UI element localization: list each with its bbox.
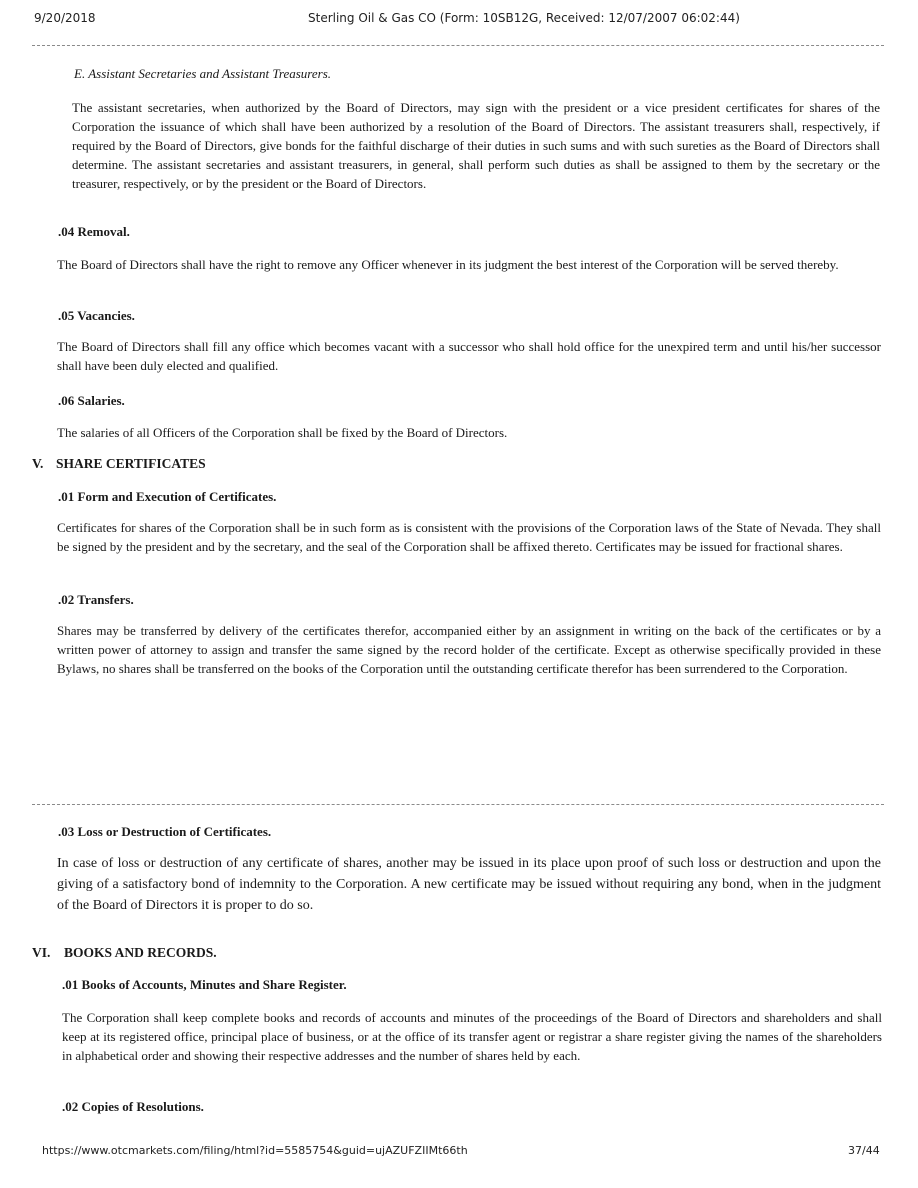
assistant-heading: E. Assistant Secretaries and Assistant Treasurers.: [74, 66, 332, 81]
source-url: https://www.otcmarkets.com/filing/html?id=5585754&guid=ujAZUFZIIMt66th: [42, 1144, 468, 1157]
loss-heading: .03 Loss or Destruction of Certificates.: [58, 824, 272, 839]
top-divider: [32, 45, 884, 46]
section-share-certificates: [32, 456, 206, 472]
section-title: SHARE CERTIFICATES: [56, 456, 206, 471]
section-number: VI.: [32, 945, 51, 960]
vacancies-paragraph: The Board of Directors shall fill any office which becomes vacant with a successor who shall hold office for the unexpired term and until his/her successor shall have been duly elected and qualified.: [57, 339, 881, 373]
section-number: V.: [32, 456, 44, 471]
page-number: 37/44: [848, 1144, 880, 1157]
books-paragraph: The Corporation shall keep complete books and records of accounts and minutes of the proceedings of the Board of Directors and shareholders and shall keep at its registered office, principal place of business, or at the office of its transfer agent or registrar a share register giving the names of the shareholders in alphabetical order and showing their respective addresses and the number of shares held by each.: [62, 1010, 882, 1063]
vacancies-heading: .05 Vacancies.: [58, 308, 135, 323]
assistant-paragraph: The assistant secretaries, when authorized by the Board of Directors, may sign with the president or a vice president certificates for shares of the Corporation the issuance of which shall have been authorized by a resolution of the Board of Directors. The assistant treasurers shall, respectively, if required by the Board of Directors, give bonds for the faithful discharge of their duties in such sums and with such sureties as the Board of Directors shall determine. The assistant secretaries and assistant treasurers, in general, shall perform such duties as shall be assigned to them by the secretary or the treasurer, respectively, or by the president or the Board of Directors.: [72, 100, 880, 191]
transfers-heading: .02 Transfers.: [58, 592, 134, 607]
loss-paragraph: In case of loss or destruction of any certificate of shares, another may be issued in its place upon proof of such loss or destruction and upon the giving of a satisfactory bond of indemnity to the Corporation. A new certificate may be issued without requiring any bond, when in the judgment of the Board of Directors it is proper to do so.: [57, 856, 881, 913]
page-break-divider: [32, 804, 884, 805]
salaries-heading: .06 Salaries.: [58, 393, 125, 408]
removal-heading: .04 Removal.: [58, 224, 130, 239]
transfers-paragraph: Shares may be transferred by delivery of the certificates therefor, accompanied either by an assignment in writing on the back of the certificates or by a written power of attorney to assign and transfer the same signed by the record holder of the certificate. Except as otherwise specifically provided in these Bylaws, no shares shall be transferred on the books of the Corporation until the outstanding certificate therefor has been surrendered to the Corporation.: [57, 623, 881, 676]
section-title: BOOKS AND RECORDS.: [64, 945, 217, 960]
form-paragraph: Certificates for shares of the Corporation shall be in such form as is consistent with the provisions of the Corporation laws of the State of Nevada. They shall be signed by the president and by the secretary, and the seal of the Corporation shall be affixed thereto. Certificates may be issued for fractional shares.: [57, 520, 881, 554]
removal-paragraph: The Board of Directors shall have the right to remove any Officer whenever in its judgment the best interest of the Corporation will be served thereby.: [57, 257, 839, 272]
section-books-records: [32, 945, 217, 961]
form-heading: .01 Form and Execution of Certificates.: [58, 489, 277, 504]
salaries-paragraph: The salaries of all Officers of the Corporation shall be fixed by the Board of Directors.: [57, 425, 508, 440]
print-date: 9/20/2018: [34, 11, 96, 25]
page-title: Sterling Oil & Gas CO (Form: 10SB12G, Received: 12/07/2007 06:02:44): [308, 11, 740, 25]
copies-heading: .02 Copies of Resolutions.: [62, 1099, 204, 1114]
books-heading: .01 Books of Accounts, Minutes and Share Register.: [62, 977, 347, 992]
